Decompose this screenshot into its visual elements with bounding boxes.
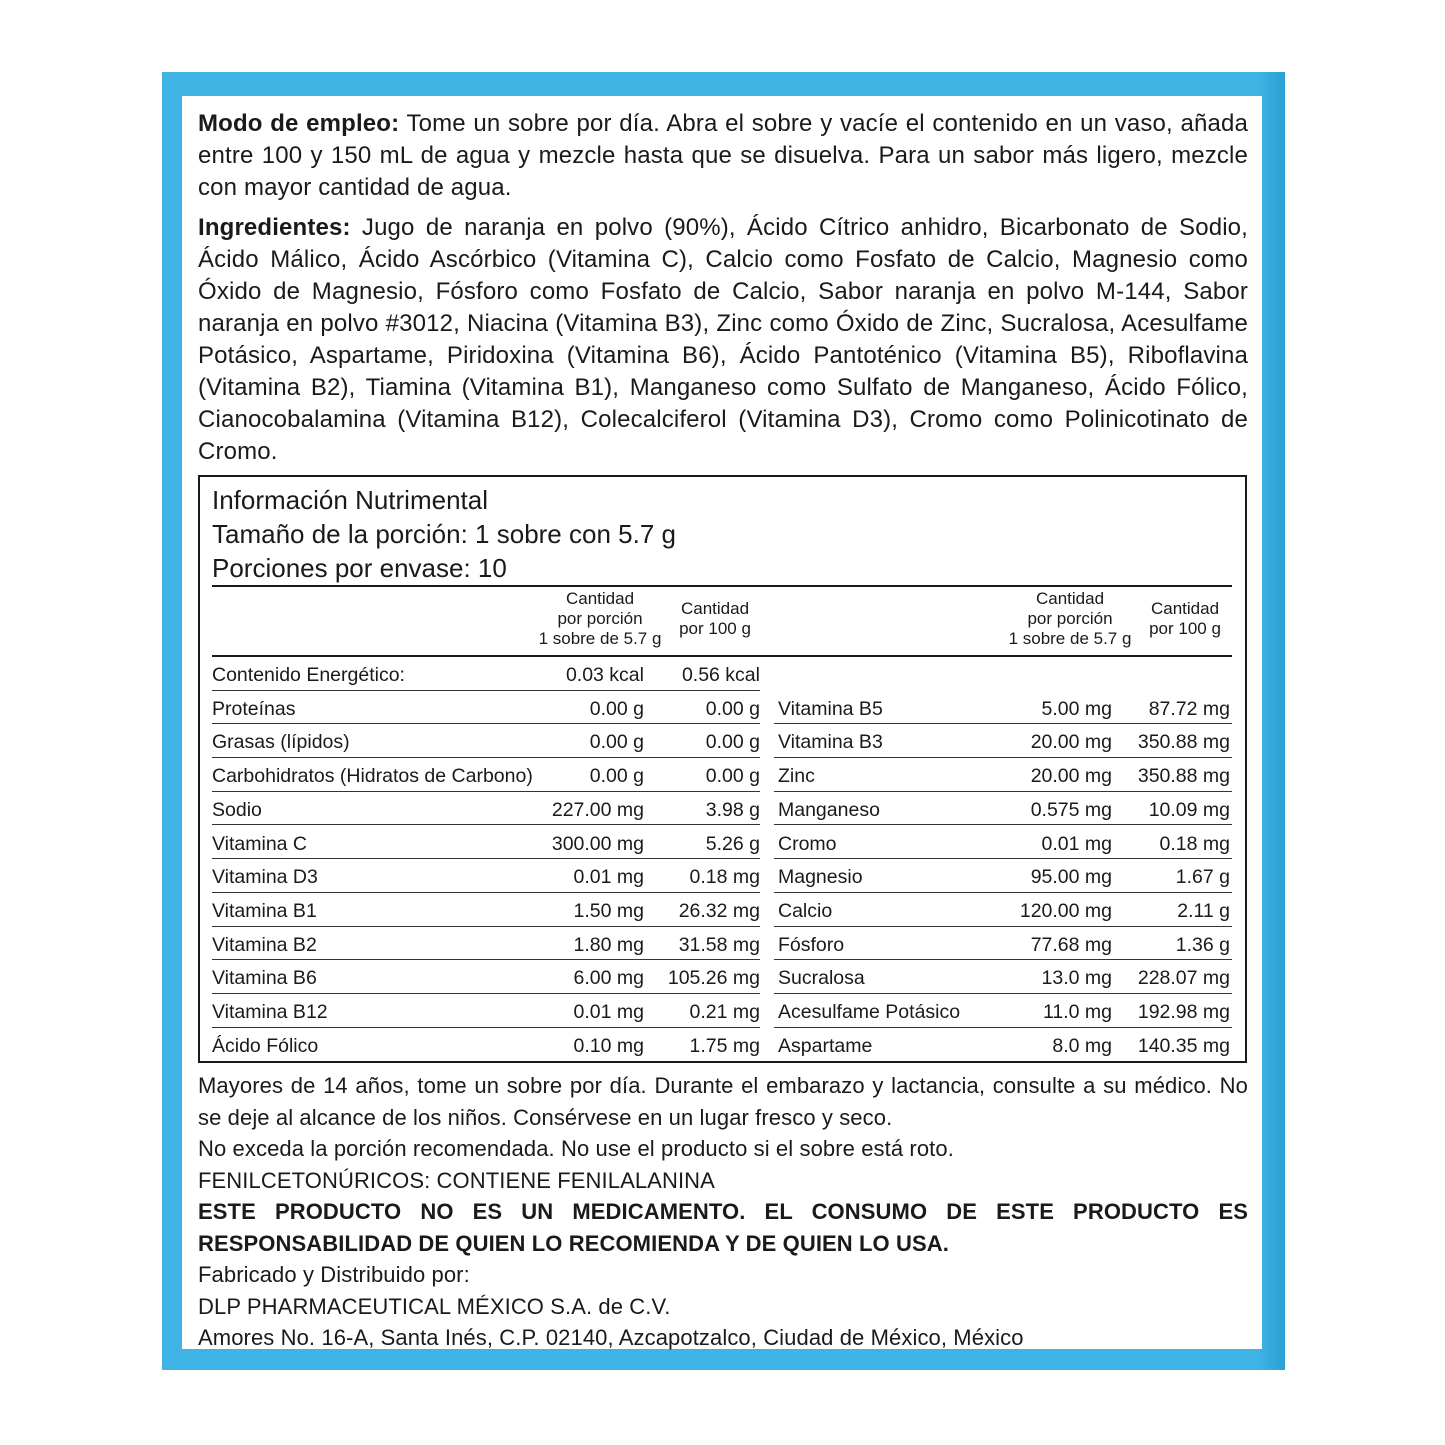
nutrient-name: Sodio: [212, 798, 262, 821]
pku-warning: FENILCETONÚRICOS: CONTIENE FENILALANINA: [198, 1167, 715, 1193]
nutrient-per-100g: 87.72 mg: [1148, 697, 1230, 720]
nutrient-per-100g: 350.88 mg: [1137, 765, 1230, 788]
nutrient-per-100g: 350.88 mg: [1137, 731, 1230, 754]
nutrient-name: Vitamina D3: [212, 866, 318, 889]
nutrient-per-portion: 0.01 mg: [573, 866, 644, 889]
package-side-shade: [1258, 72, 1285, 1370]
nutrient-per-100g: 10.09 mg: [1148, 798, 1230, 821]
nutrient-row: [212, 657, 1232, 691]
nutrient-row: [212, 859, 1232, 893]
nutrient-name: Fósforo: [778, 933, 845, 956]
col-header-line: por porción: [1027, 609, 1113, 628]
nutrient-row: [212, 994, 1232, 1028]
nutrient-per-portion: 95.00 mg: [1030, 866, 1112, 889]
manufacturer-label: Fabricado y Distribuido por:: [198, 1262, 470, 1287]
company-name: DLP PHARMACEUTICAL MÉXICO S.A. de C.V.: [198, 1293, 671, 1319]
nutrient-per-100g: 3.98 g: [705, 798, 760, 821]
nutrient-name: Sucralosa: [778, 967, 865, 990]
nutrient-name: Manganeso: [778, 798, 880, 821]
nutrient-per-portion: 0.575 mg: [1030, 798, 1112, 821]
nutrient-row: [212, 792, 1232, 826]
ingredients-text: Jugo de naranja en polvo (90%), Ácido Cítrico anhidro, Bicarbonato de Sodio, Ácido Málico, Ácido Ascórbico (Vitamina C), Calcio como Fosfato de Calcio, Magnesio como Óxido de Magnesio, Fósforo como Fosfato de Calcio, Sabor naranja en polvo M-144, Sabor naranja en polvo #3012, Niacina (Vitamina B3), Zinc como Óxido de Zinc, Sucralosa, Acesulfame Potásico, Aspartame, Piridoxina (Vitamina B6), Ácido Pantoténico (Vitamina B5), Riboflavina (Vitamina B2), Tiamina (Vitamina B1), Manganeso como Sulfato de Manganeso, Ácido Fólico, Cianocobalamina (Vitamina B12), Colecalciferol (Vitamina D3), Cromo como Polinicotinato de Cromo.: [198, 214, 1248, 465]
col-header-line: por 100 g: [679, 619, 751, 638]
nutrient-row: [212, 826, 1232, 860]
table-top-rule: [212, 585, 1232, 587]
servings-per-container: Porciones por envase: 10: [212, 553, 507, 583]
nutrient-per-100g: 31.58 mg: [678, 933, 760, 956]
nutrient-per-portion: 6.00 mg: [573, 967, 644, 990]
col-header-line: 1 sobre de 5.7 g: [538, 629, 662, 648]
serving-size: Tamaño de la porción: 1 sobre con 5.7 g: [212, 519, 676, 549]
footer-text-block: [198, 1070, 1248, 1354]
nutrient-per-100g: 140.35 mg: [1137, 1034, 1230, 1057]
nutrient-name: Aspartame: [778, 1034, 873, 1057]
nutrient-per-portion: 77.68 mg: [1030, 933, 1112, 956]
nutrient-name: Vitamina B6: [212, 967, 317, 990]
nutrient-per-100g: 5.26 g: [705, 832, 760, 855]
nutrition-facts-table: [198, 475, 1247, 1063]
nutrient-per-portion: 5.00 mg: [1041, 697, 1112, 720]
nutrient-name: Proteínas: [212, 697, 296, 720]
col-header-100g-left: [660, 599, 770, 639]
nutrient-name: Ácido Fólico: [212, 1034, 319, 1057]
nutrient-per-portion: 0.01 mg: [573, 1001, 644, 1023]
nutrient-per-100g: 0.00 g: [705, 697, 760, 720]
usage-paragraph: [198, 108, 1248, 204]
col-header-line: Cantidad: [1150, 599, 1220, 618]
nutrient-per-portion: 11.0 mg: [1042, 1001, 1112, 1023]
usage-text: Tome un sobre por día. Abra el sobre y vacíe el contenido en un vaso, añada entre 100 y 150 mL de agua y mezcle hasta que se disuelva. Para un sabor más ligero, mezcle con mayor cantidad de agua.: [198, 110, 1248, 201]
nutrient-name: Grasas (lípidos): [212, 731, 350, 754]
nutrient-per-100g: 1.67 g: [1175, 866, 1230, 889]
nutrient-per-portion: 0.01 mg: [1041, 832, 1112, 855]
nutrient-per-100g: 105.26 mg: [667, 967, 760, 990]
warning-text: Mayores de 14 años, tome un sobre por día. Durante el embarazo y lactancia, consulte a su médico. No se deje al alcance de los niños. Consérvese en un lugar fresco y seco.: [198, 1073, 1248, 1130]
nutrient-per-100g: 26.32 mg: [678, 899, 760, 922]
nutrient-per-portion: 300.00 mg: [551, 832, 644, 855]
nutrient-per-100g: 0.18 mg: [689, 866, 760, 889]
col-header-line: Cantidad: [565, 589, 635, 608]
nutrient-per-portion: 1.80 mg: [573, 933, 644, 956]
nutrient-per-100g: 0.00 g: [705, 731, 760, 754]
nutrient-row: [212, 1028, 1232, 1062]
nutrient-per-100g: 2.11 g: [1177, 899, 1230, 922]
nutrient-name: Vitamina B5: [778, 697, 883, 720]
col-header-line: Cantidad: [1035, 589, 1105, 608]
col-header-line: 1 sobre de 5.7 g: [1008, 629, 1132, 648]
disclaimer-text: ESTE PRODUCTO NO ES UN MEDICAMENTO. EL CONSUMO DE ESTE PRODUCTO ES RESPONSABILIDAD DE QUIEN LO RECOMIENDA Y DE QUIEN LO USA.: [198, 1199, 1248, 1256]
nutrient-per-portion: 0.00 g: [589, 765, 644, 788]
dose-text: No exceda la porción recomendada. No use el producto si el sobre está roto.: [198, 1136, 954, 1161]
nutrient-per-100g: 0.18 mg: [1159, 832, 1230, 855]
nutrient-per-portion: 227.00 mg: [551, 798, 644, 821]
nutrient-name: Vitamina B2: [212, 933, 317, 956]
nutrient-row: [212, 724, 1232, 758]
nutrient-name: Vitamina C: [212, 832, 308, 855]
nutrient-name: Zinc: [778, 765, 815, 788]
nutrient-per-portion: 0.00 g: [589, 697, 644, 720]
nutrient-row: [212, 927, 1232, 961]
nutrition-title: Información Nutrimental: [212, 485, 488, 515]
nutrient-per-100g: 1.36 g: [1175, 933, 1230, 956]
nutrient-name: Acesulfame Potásico: [778, 1001, 961, 1023]
col-header-line: por porción: [557, 609, 643, 628]
nutrient-per-100g: 192.98 mg: [1137, 1001, 1230, 1023]
nutrient-per-100g: 228.07 mg: [1137, 967, 1230, 990]
nutrient-row: [212, 691, 1232, 725]
nutrition-header: [212, 483, 676, 585]
nutrient-per-100g: 0.00 g: [705, 765, 760, 788]
nutrient-row: [212, 960, 1232, 994]
usage-label: Modo de empleo:: [198, 110, 400, 137]
ingredients-paragraph: [198, 212, 1248, 468]
col-header-line: Cantidad: [680, 599, 750, 618]
nutrient-name: Magnesio: [778, 866, 863, 889]
nutrient-per-portion: 0.00 g: [589, 731, 644, 754]
nutrient-per-portion: 8.0 mg: [1052, 1034, 1112, 1057]
company-address: Amores No. 16-A, Santa Inés, C.P. 02140, Azcapotzalco, Ciudad de México, México: [198, 1325, 1024, 1350]
ingredients-label: Ingredientes:: [198, 214, 351, 241]
nutrient-row: [212, 758, 1232, 792]
nutrient-name: Contenido Energético:: [212, 664, 405, 686]
nutrient-per-portion: 13.0 mg: [1041, 967, 1112, 990]
nutrient-name: Cromo: [778, 832, 837, 855]
label-text-block: [198, 108, 1248, 468]
nutrient-name: Vitamina B12: [212, 1001, 328, 1023]
nutrient-row: [212, 893, 1232, 927]
nutrient-name: Vitamina B1: [212, 899, 317, 922]
nutrient-per-100g: 0.21 mg: [689, 1001, 760, 1023]
nutrient-name: Calcio: [778, 899, 833, 922]
nutrient-name: Vitamina B3: [778, 731, 883, 754]
nutrient-per-portion: 120.00 mg: [1019, 899, 1112, 922]
nutrient-per-portion: 0.03 kcal: [565, 664, 644, 686]
nutrient-per-portion: 1.50 mg: [573, 899, 644, 922]
nutrient-per-portion: 0.10 mg: [573, 1034, 644, 1057]
nutrient-name: Carbohidratos (Hidratos de Carbono): [212, 765, 533, 788]
col-header-line: por 100 g: [1149, 619, 1221, 638]
nutrient-per-portion: 20.00 mg: [1030, 765, 1112, 788]
nutrient-per-portion: 20.00 mg: [1030, 731, 1112, 754]
nutrient-per-100g: 0.56 kcal: [681, 664, 760, 686]
col-header-100g-right: [1130, 599, 1240, 639]
nutrient-per-100g: 1.75 mg: [689, 1034, 760, 1057]
